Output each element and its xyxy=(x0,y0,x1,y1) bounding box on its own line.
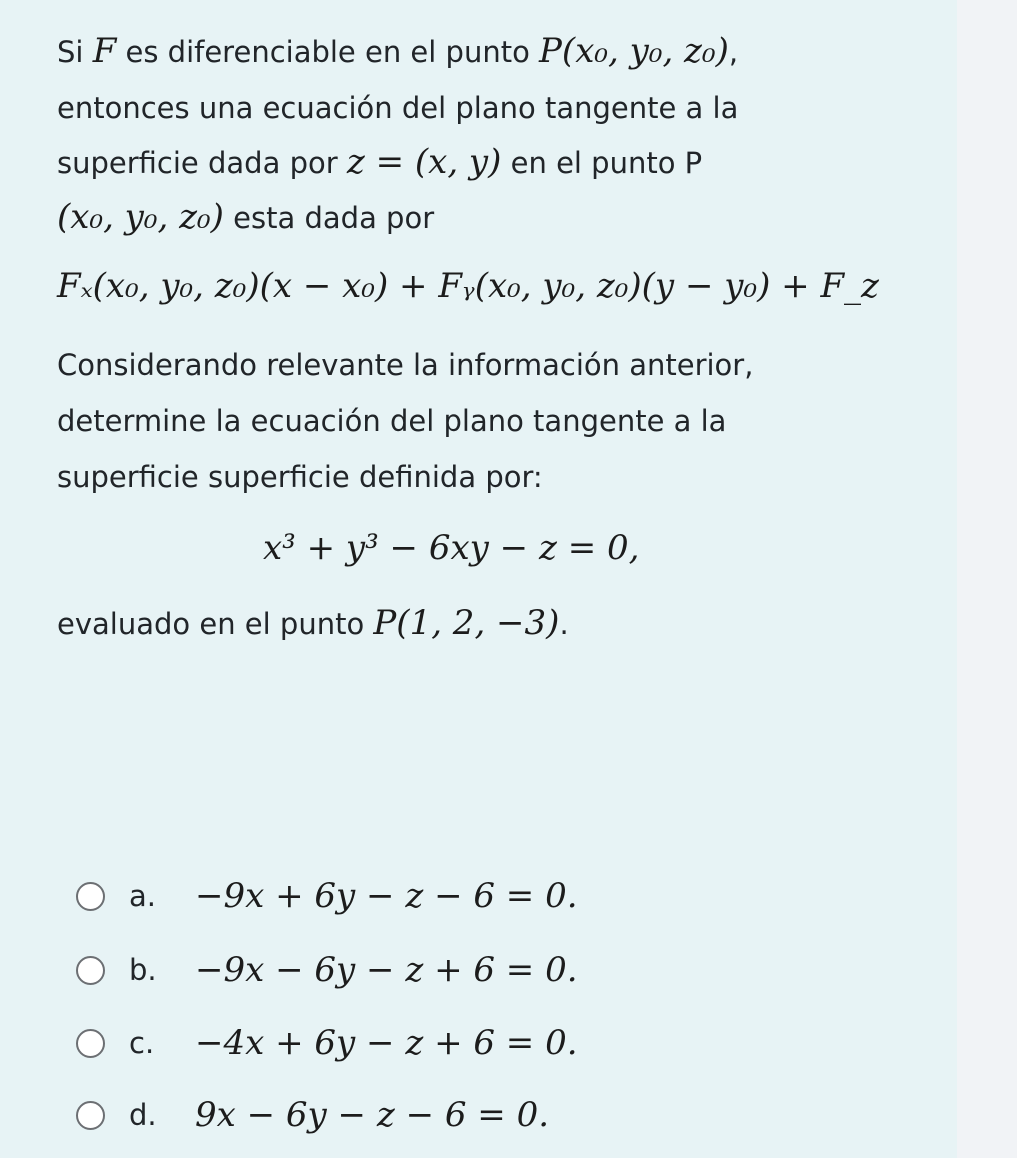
line3-post: en el punto P xyxy=(501,146,703,180)
line1-point: P(x₀, y₀, z₀) xyxy=(539,31,729,71)
option-letter-c: c. xyxy=(129,1026,155,1060)
line1-mid: es diferenciable en el punto xyxy=(116,35,540,69)
line1-F: F xyxy=(92,31,117,71)
option-letter-d: d. xyxy=(129,1098,157,1132)
radio-button-a[interactable] xyxy=(76,882,105,911)
line3-math: z = (x, y) xyxy=(346,142,502,182)
line10-pre: evaluado en el punto xyxy=(57,607,374,641)
question-line-7: determine la ecuación del plano tangente a la xyxy=(57,404,727,438)
option-letter-b: b. xyxy=(129,953,157,987)
radio-button-c[interactable] xyxy=(76,1029,105,1058)
option-equation-a: −9x + 6y − z − 6 = 0. xyxy=(195,876,578,916)
option-equation-c: −4x + 6y − z + 6 = 0. xyxy=(195,1023,578,1063)
line3-pre: superficie dada por xyxy=(57,146,347,180)
question-line-6: Considerando relevante la información anterior, xyxy=(57,348,754,382)
question-line-3 xyxy=(57,144,702,181)
question-line-10 xyxy=(57,605,569,642)
question-line-8: superficie superficie definida por: xyxy=(57,460,543,494)
line1-post: , xyxy=(728,35,739,69)
line1-pre: Si xyxy=(57,35,84,69)
option-letter-a: a. xyxy=(129,879,156,913)
line10-math: P(1, 2, −3) xyxy=(373,603,560,643)
radio-button-b[interactable] xyxy=(76,956,105,985)
surface-equation: x³ + y³ − 6xy − z = 0, xyxy=(263,528,640,568)
tangent-plane-formula: Fₓ(x₀, y₀, z₀)(x − x₀) + Fᵧ(x₀, y₀, z₀)(y − y₀) + F_z xyxy=(57,266,879,306)
question-line-4 xyxy=(57,199,434,236)
question-line-2: entonces una ecuación del plano tangente a la xyxy=(57,91,739,125)
option-equation-d: 9x − 6y − z − 6 = 0. xyxy=(195,1095,550,1135)
line4-post: esta dada por xyxy=(223,201,435,235)
answer-option-c[interactable] xyxy=(76,1021,578,1065)
line10-post: . xyxy=(559,607,569,641)
question-line-1 xyxy=(57,33,738,70)
radio-button-d[interactable] xyxy=(76,1101,105,1130)
line4-math: (x₀, y₀, z₀) xyxy=(57,197,224,237)
answer-option-b[interactable] xyxy=(76,948,578,992)
answer-option-a[interactable] xyxy=(76,874,578,918)
answer-option-d[interactable] xyxy=(76,1093,549,1137)
option-equation-b: −9x − 6y − z + 6 = 0. xyxy=(195,950,578,990)
